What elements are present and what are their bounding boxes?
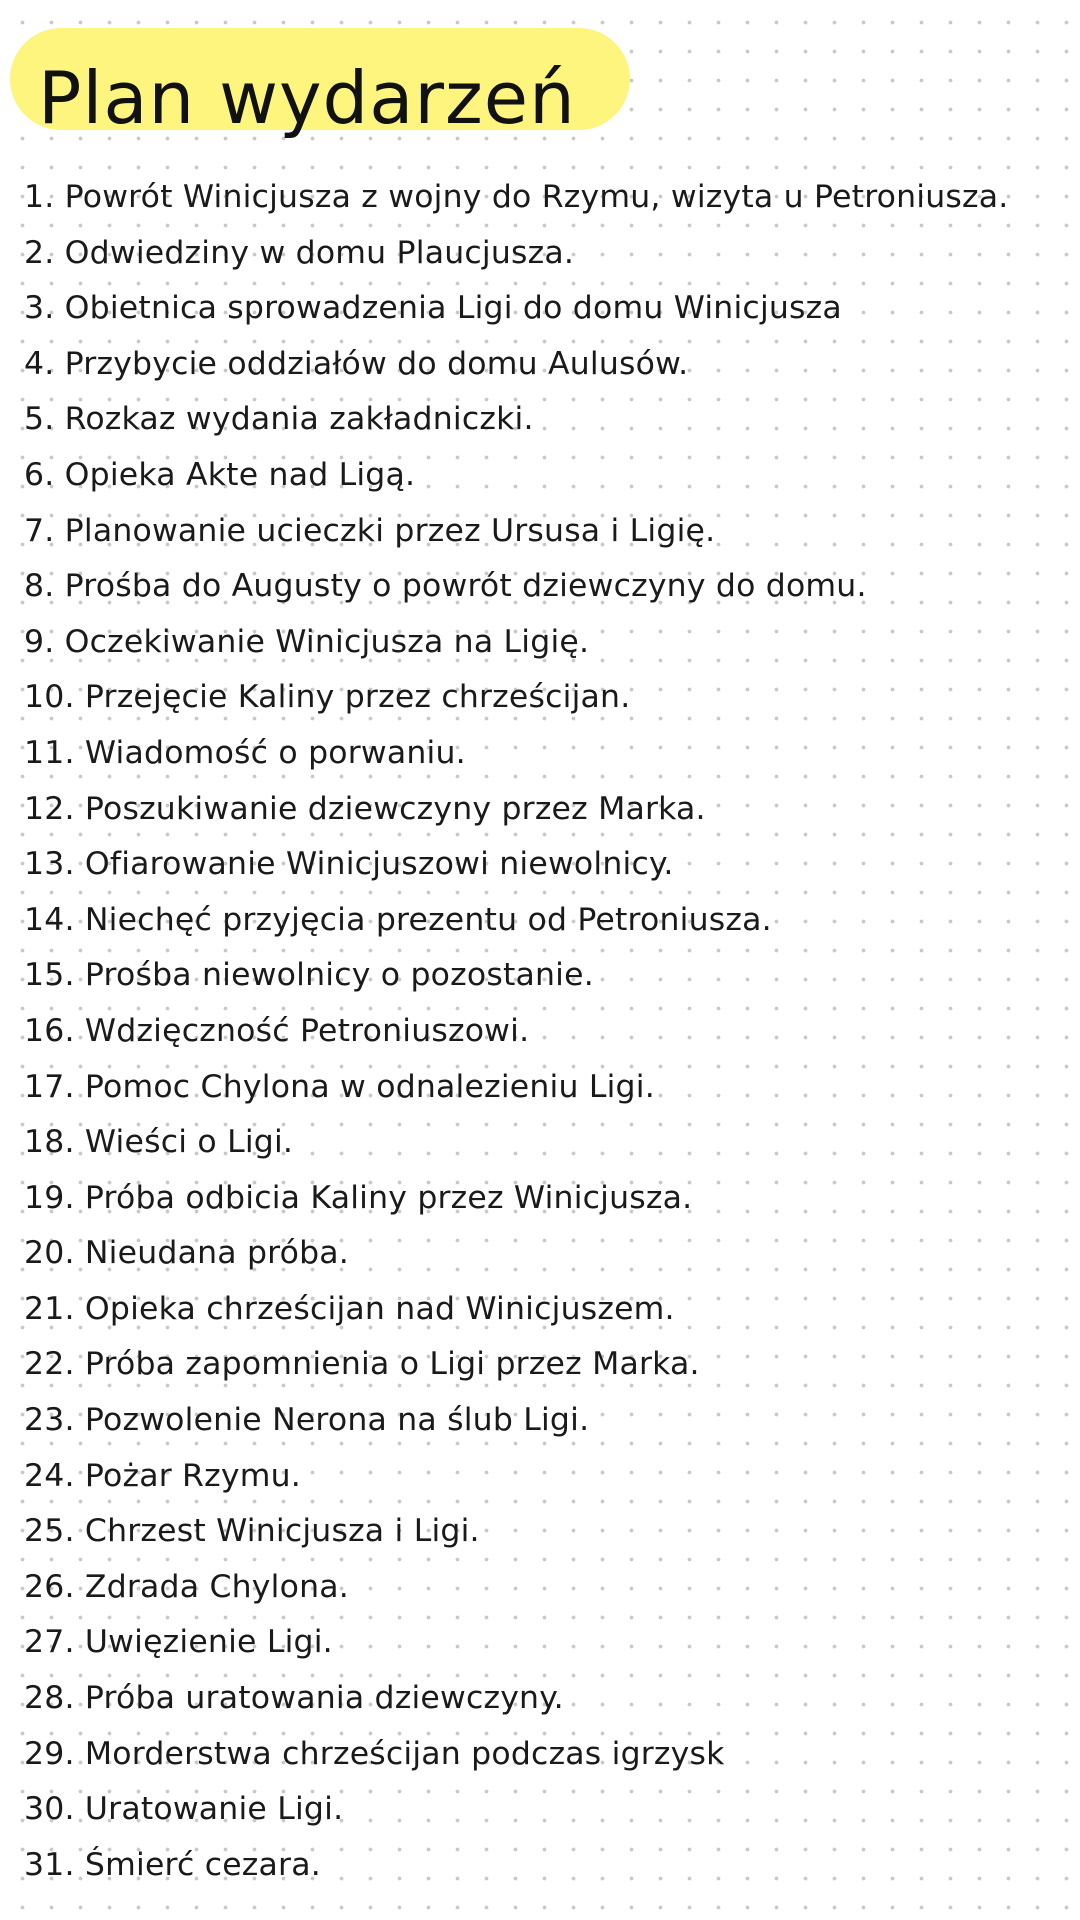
event-item: 15. Prośba niewolnicy o pozostanie. xyxy=(24,957,594,994)
event-item: 11. Wiadomość o porwaniu. xyxy=(24,734,466,771)
event-item: 25. Chrzest Winicjusza i Ligi. xyxy=(24,1513,480,1550)
event-item: 21. Opieka chrześcijan nad Winicjuszem. xyxy=(24,1290,675,1327)
event-item: 17. Pomoc Chylona w odnalezieniu Ligi. xyxy=(24,1068,655,1105)
event-item: 6. Opieka Akte nad Ligą. xyxy=(24,456,416,493)
event-item: 18. Wieści o Ligi. xyxy=(24,1124,294,1161)
event-item: 19. Próba odbicia Kaliny przez Winicjusza. xyxy=(24,1179,693,1216)
event-item: 9. Oczekiwanie Winicjusza na Ligię. xyxy=(24,623,590,660)
event-item: 30. Uratowanie Ligi. xyxy=(24,1791,344,1828)
event-item: 27. Uwięzienie Ligi. xyxy=(24,1624,333,1661)
event-item: 28. Próba uratowania dziewczyny. xyxy=(24,1680,564,1717)
event-item: 14. Niechęć przyjęcia prezentu od Petroniusza. xyxy=(24,901,772,938)
event-item: 22. Próba zapomnienia o Ligi przez Marka. xyxy=(24,1346,700,1383)
event-item: 5. Rozkaz wydania zakładniczki. xyxy=(24,401,534,438)
event-item: 31. Śmierć cezara. xyxy=(24,1846,321,1883)
event-item: 2. Odwiedziny w domu Plaucjusza. xyxy=(24,234,575,271)
event-item: 4. Przybycie oddziałów do domu Aulusów. xyxy=(24,345,689,382)
event-item: 10. Przejęcie Kaliny przez chrześcijan. xyxy=(24,679,631,716)
event-item: 23. Pozwolenie Nerona na ślub Ligi. xyxy=(24,1402,590,1439)
title-highlight xyxy=(10,28,630,140)
event-item: 12. Poszukiwanie dziewczyny przez Marka. xyxy=(24,790,706,827)
event-item: 7. Planowanie ucieczki przez Ursusa i Ligię. xyxy=(24,512,716,549)
event-item: 16. Wdzięczność Petroniuszowi. xyxy=(24,1012,530,1049)
event-list xyxy=(24,170,1008,1893)
event-item: 8. Prośba do Augusty o powrót dziewczyny do domu. xyxy=(24,568,867,605)
event-item: 29. Morderstwa chrześcijan podczas igrzysk xyxy=(24,1735,725,1772)
event-item: 13. Ofiarowanie Winicjuszowi niewolnicy. xyxy=(24,846,674,883)
event-item: 3. Obietnica sprowadzenia Ligi do domu Winicjusza xyxy=(24,290,842,327)
event-item: 26. Zdrada Chylona. xyxy=(24,1568,349,1605)
page-title: Plan wydarzeń xyxy=(38,56,576,140)
event-item: 20. Nieudana próba. xyxy=(24,1235,349,1272)
event-item: 1. Powrót Winicjusza z wojny do Rzymu, wizyta u Petroniusza. xyxy=(24,179,1009,215)
event-item: 24. Pożar Rzymu. xyxy=(24,1457,301,1494)
